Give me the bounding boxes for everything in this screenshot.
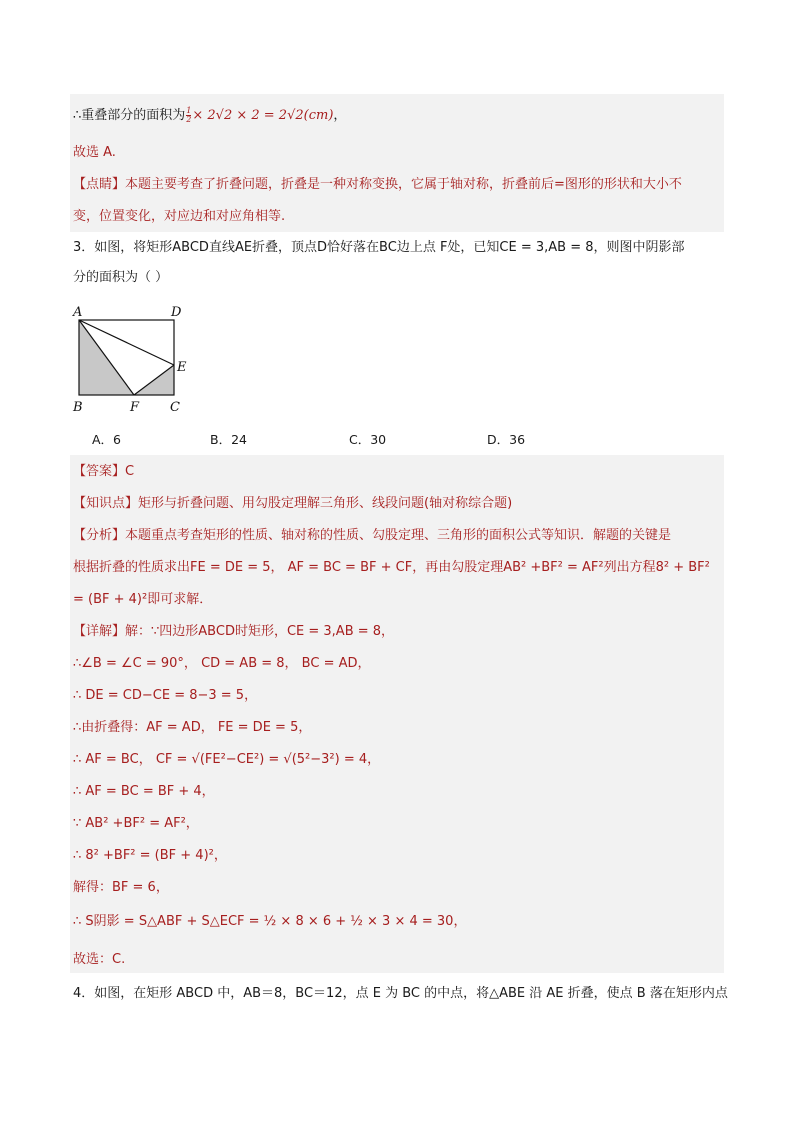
label-e: E: [177, 360, 187, 375]
rectangle-fold-figure: [70, 303, 200, 418]
label-c: C: [170, 400, 180, 415]
step-line: 故选：C.: [73, 952, 126, 967]
detail-line-1: 【详解】解：∵四边形ABCD时矩形，CE = 3,AB = 8，: [73, 624, 395, 639]
answer-line: 【答案】C: [73, 464, 135, 479]
q3-stem-line-1: 3．如图，将矩形ABCD直线AE折叠，顶点D恰好落在BC边上点 F处，已知CE = 3,AB = 8，则图中阴影部: [73, 240, 685, 255]
q3-stem-line-2: 分的面积为（ ）: [73, 270, 169, 285]
option-b[interactable]: B．24: [210, 432, 247, 447]
option-d[interactable]: D．36: [487, 432, 526, 447]
comment-tag: 【点睛】: [73, 177, 126, 192]
step-line: ∴由折叠得：AF = AD， FE = DE = 5，: [73, 720, 312, 735]
label-b: B: [73, 400, 83, 415]
analysis-line-3: = (BF + 4)²即可求解．: [73, 592, 213, 607]
knowledge-point-line: 【知识点】矩形与折叠问题、用勾股定理解三角形、线段问题(轴对称综合题): [73, 496, 513, 511]
label-d: D: [171, 305, 182, 320]
overlap-area-line: ∴重叠部分的面积为 $\frac{1}{2}$ × 2√2 × 2 = 2√2(cm)，: [73, 106, 347, 124]
option-c[interactable]: C．30: [349, 432, 387, 447]
step-line: ∴∠B = ∠C = 90°， CD = AB = 8， BC = AD，: [73, 656, 371, 671]
step-line: ∴ 8² +BF² = (BF + 4)²，: [73, 848, 227, 863]
step-line: ∴ AF = BC， CF = √(FE²−CE²) = √(5²−3²) = 4，: [73, 752, 381, 767]
previous-choice: 故选 A.: [73, 145, 116, 160]
analysis-line-2: 根据折叠的性质求出FE = DE = 5， AF = BC = BF + CF，再由勾股定理AB² +BF² = AF²列出方程8² + BF²: [73, 560, 710, 575]
option-a[interactable]: A．6: [92, 432, 122, 447]
step-line: ∵ AB² +BF² = AF²，: [73, 816, 199, 831]
analysis-line-1: 【分析】本题重点考查矩形的性质、轴对称的性质、勾股定理、三角形的面积公式等知识．解题的关键是: [73, 528, 672, 543]
step-line: ∴ DE = CD−CE = 8−3 = 5，: [73, 688, 258, 703]
step-line: ∴ S阴影 = S△ABF + S△ECF = ½ × 8 × 6 + ½ × 3 × 4 = 30，: [73, 914, 467, 929]
comment-line-2: 变，位置变化，对应边和对应角相等.: [73, 209, 286, 224]
step-line: 解得：BF = 6，: [73, 880, 169, 895]
label-a: A: [73, 305, 83, 320]
comment-line-1: 【点睛】本题主要考查了折叠问题，折叠是一种对称变换，它属于轴对称，折叠前后=图形的形状和大小不: [73, 177, 682, 192]
q4-stem-line-1: 4．如图，在矩形 ABCD 中，AB＝8，BC＝12，点 E 为 BC 的中点，将△ABE 沿 AE 折叠，使点 B 落在矩形内点: [73, 986, 728, 1001]
label-f: F: [130, 400, 140, 415]
step-line: ∴ AF = BC = BF + 4，: [73, 784, 215, 799]
